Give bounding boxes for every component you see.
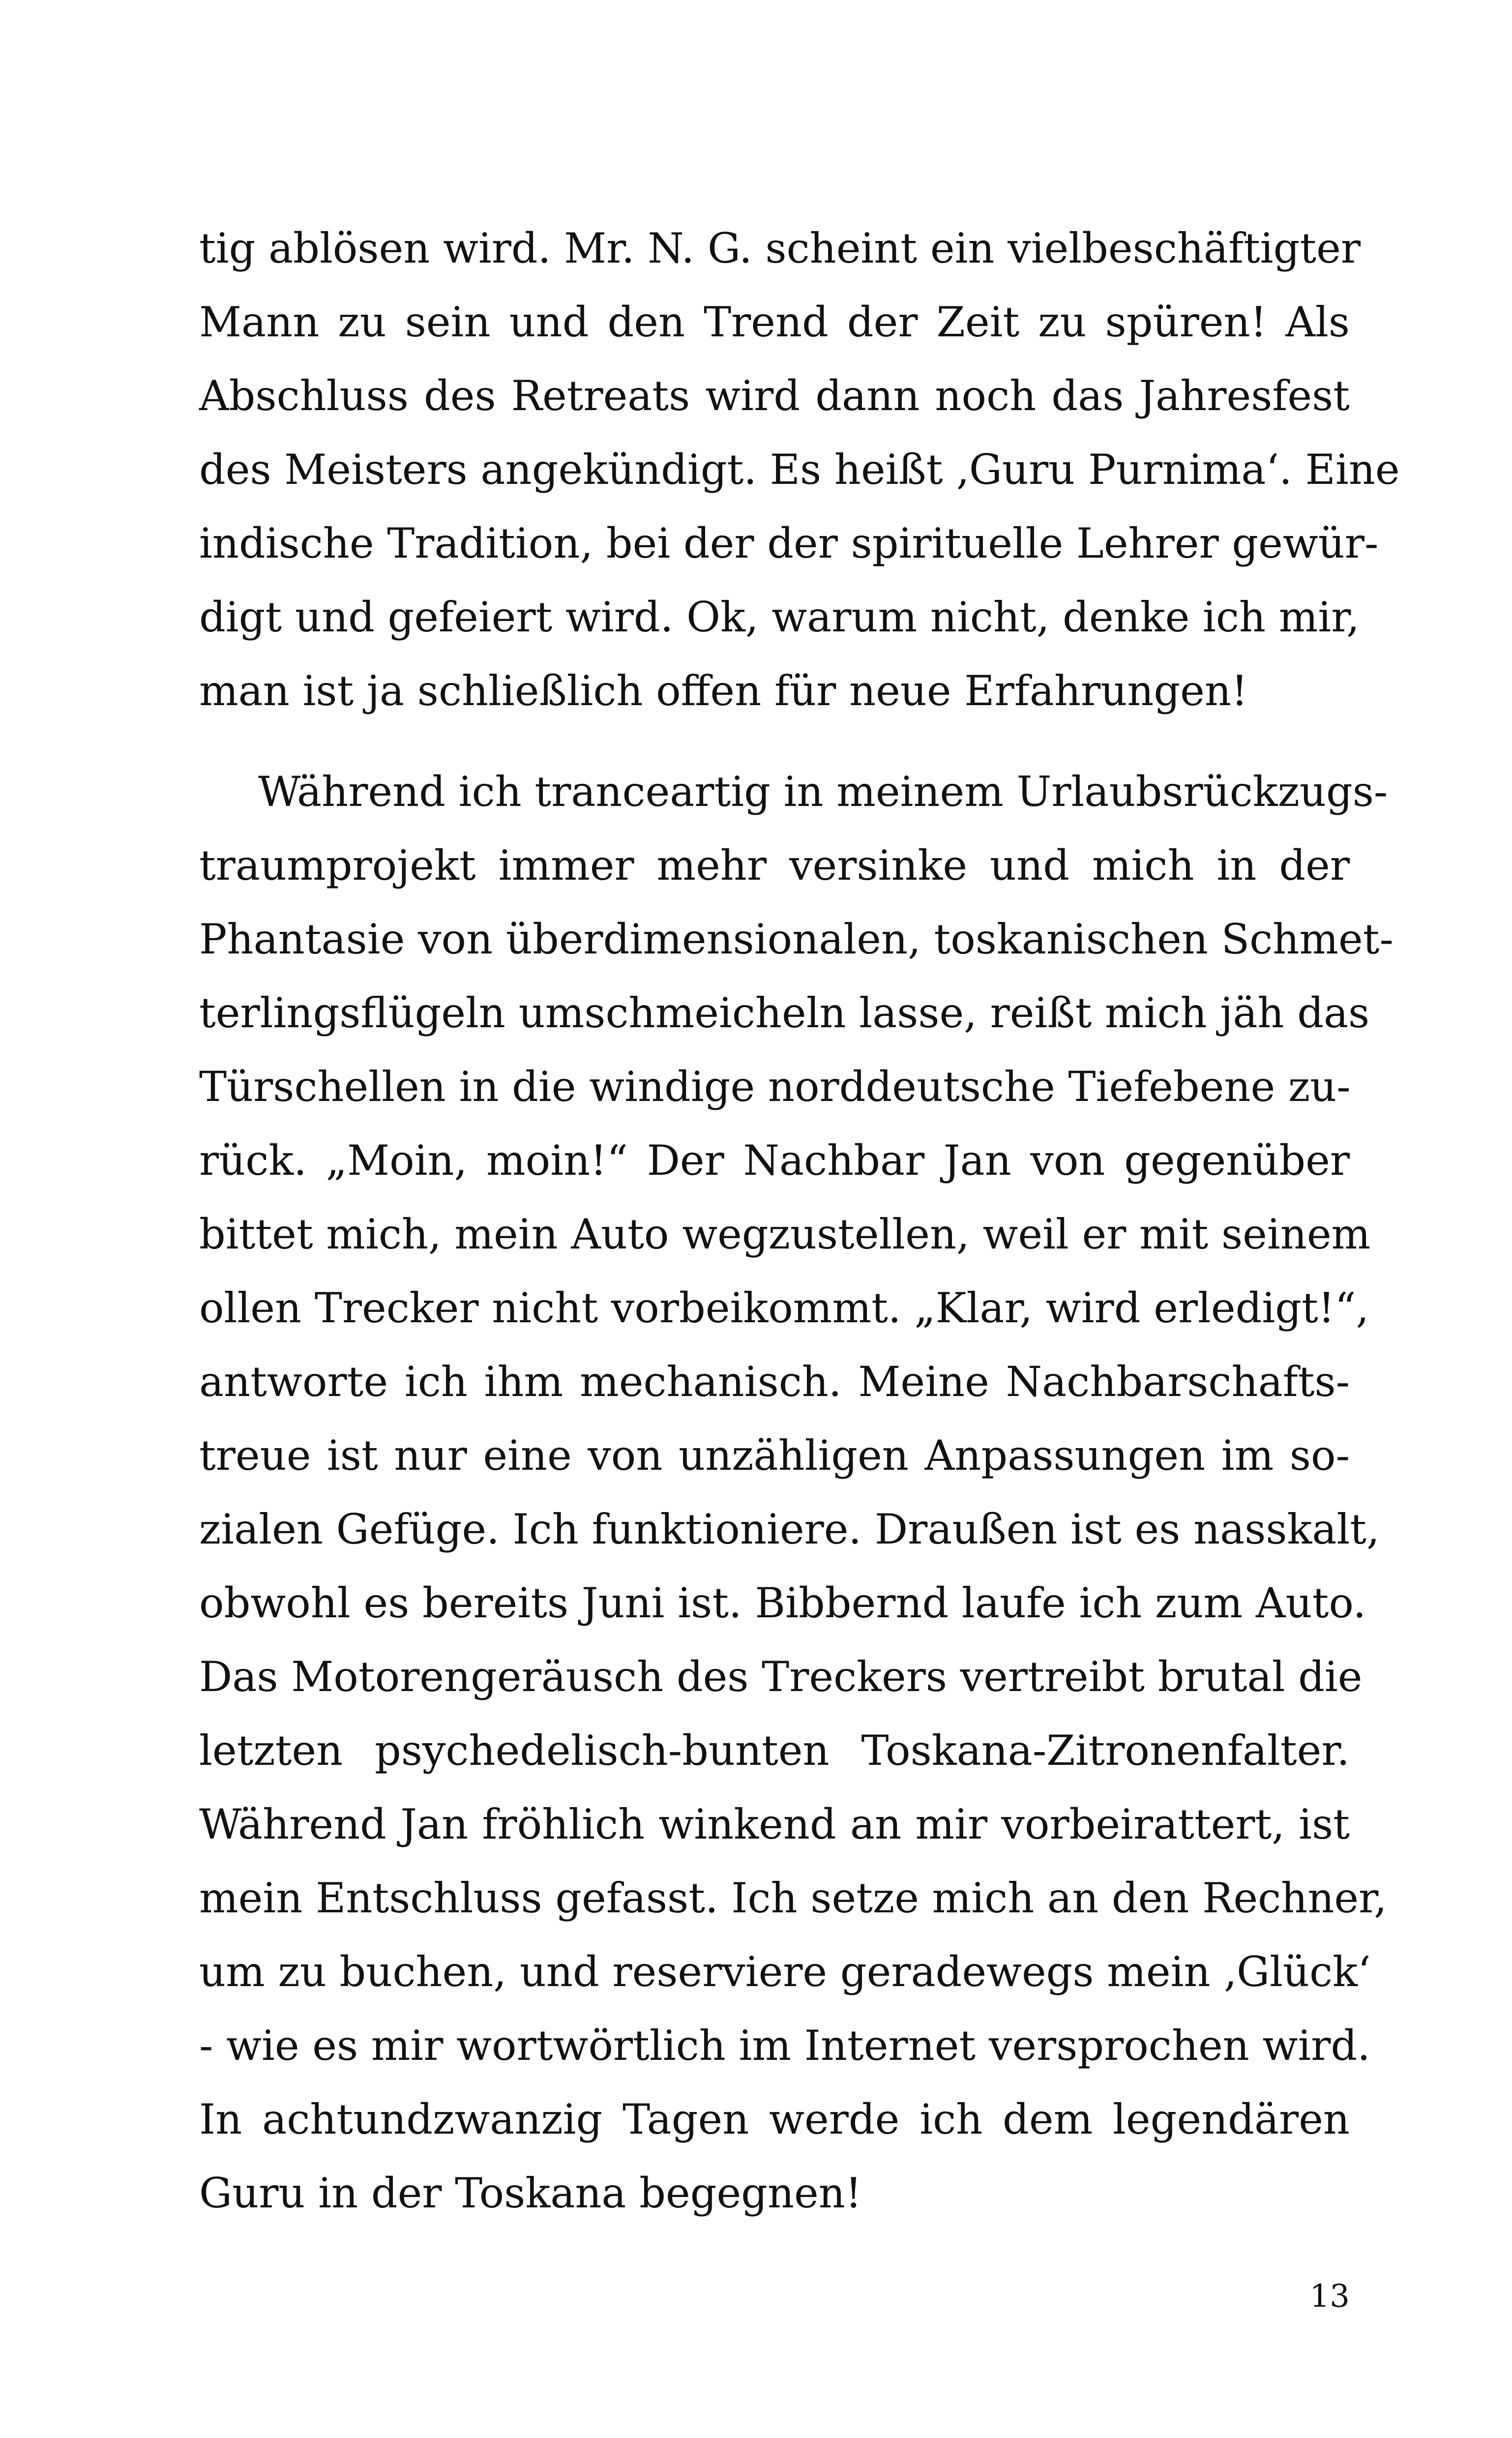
text-line: des Meisters angekündigt. Es heißt ‚Guru Purnima‘. Eine (199, 446, 1400, 494)
text-line: obwohl es bereits Juni ist. Bibbernd laufe ich zum Auto. (199, 1579, 1366, 1627)
text-line: tig ablösen wird. Mr. N. G. scheint ein vielbeschäftigter (199, 224, 1361, 272)
text-line: Abschluss des Retreats wird dann noch das Jahresfest (199, 372, 1350, 420)
text-line: digt und gefeiert wird. Ok, warum nicht, denke ich mir, (199, 593, 1360, 641)
text-line: In achtundzwanzig Tagen werde ich dem legendären (199, 2095, 1350, 2143)
page-number: 13 (1309, 2278, 1350, 2315)
text-line: traumprojekt immer mehr versinke und mich in der (199, 841, 1350, 890)
text-line: Guru in der Toskana begegnen! (199, 2169, 862, 2217)
text-line: zialen Gefüge. Ich funktioniere. Draußen ist es nasskalt, (199, 1505, 1380, 1553)
paragraph-2 (199, 755, 1393, 2230)
text-line: letzten psychedelisch-bunten Toskana-Zitronenfalter. (199, 1726, 1350, 1775)
paragraph-1 (199, 211, 1400, 728)
text-line: man ist ja schließlich offen für neue Erfahrungen! (199, 667, 1248, 715)
text-line: terlingsflügeln umschmeicheln lasse, reißt mich jäh das (199, 989, 1370, 1037)
text-line: Türschellen in die windige norddeutsche Tiefebene zu- (199, 1063, 1351, 1111)
text-line: indische Tradition, bei der der spirituelle Lehrer gewür- (199, 519, 1379, 567)
text-line: treue ist nur eine von unzähligen Anpassungen im so- (199, 1431, 1350, 1480)
text-line: um zu buchen, und reserviere geradewegs mein ‚Glück‘ (199, 1948, 1371, 1996)
text-line: Während ich tranceartig in meinem Urlaubsrückzugs- (258, 768, 1388, 816)
text-line: rück. „Moin, moin!“ Der Nachbar Jan von gegenüber (199, 1136, 1350, 1185)
text-line: ollen Trecker nicht vorbeikommt. „Klar, wird erledigt!“, (199, 1284, 1369, 1332)
text-line: antworte ich ihm mechanisch. Meine Nachbarschafts- (199, 1358, 1350, 1406)
text-line: Phantasie von überdimensionalen, toskanischen Schmet- (199, 915, 1393, 963)
text-line: bittet mich, mein Auto wegzustellen, weil er mit seinem (199, 1210, 1371, 1258)
text-line: mein Entschluss gefasst. Ich setze mich an den Rechner, (199, 1874, 1387, 1922)
text-line: Mann zu sein und den Trend der Zeit zu spüren! Als (199, 298, 1350, 346)
text-line: Das Motorengeräusch des Treckers vertreibt brutal die (199, 1653, 1363, 1701)
text-line: Während Jan fröhlich winkend an mir vorbeirattert, ist (199, 1800, 1350, 1848)
text-line: - wie es mir wortwörtlich im Internet versprochen wird. (199, 2022, 1370, 2070)
